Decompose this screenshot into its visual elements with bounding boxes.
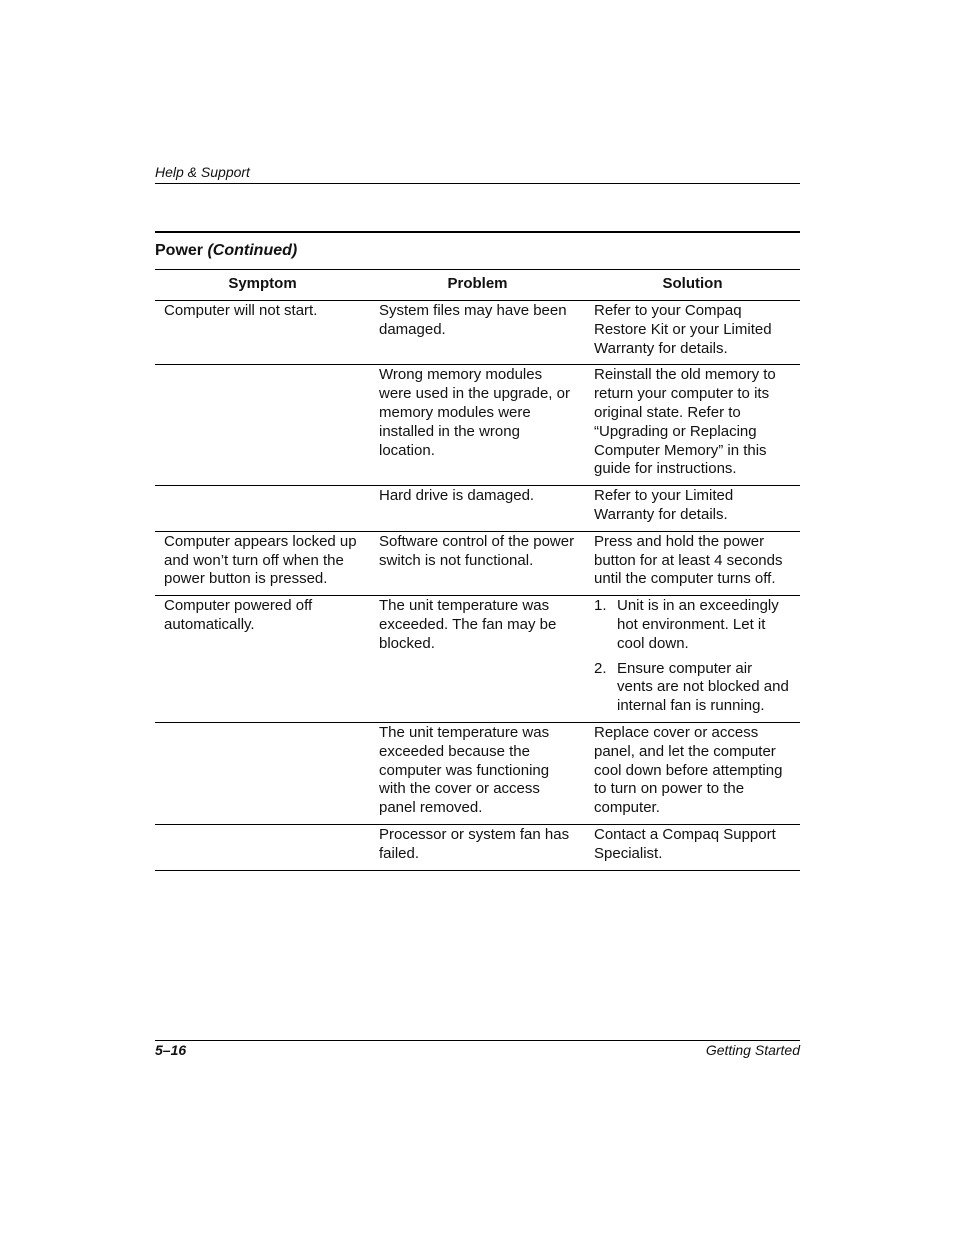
table-title [155,233,800,261]
step-number: 2. [594,659,607,677]
problem-cell: Software control of the power switch is not functional. [370,531,585,595]
table-title-main: Power [155,242,204,259]
step-text: Unit is in an exceedingly hot environment. Let it cool down. [617,597,779,652]
problem-cell: Wrong memory modules were used in the upgrade, or memory modules were installed in the wrong location. [370,365,585,486]
solution-cell: Press and hold the power button for at least 4 seconds until the computer turns off. [585,531,800,595]
problem-cell: The unit temperature was exceeded because the computer was functioning with the cover or access panel removed. [370,722,585,824]
table-title-continued: (Continued) [207,242,298,259]
column-header-problem: Problem [370,270,585,301]
symptom-cell [155,824,370,870]
troubleshooting-table-section [155,231,800,871]
solution-cell [585,596,800,723]
symptom-cell: Computer will not start. [155,301,370,365]
solution-step [594,597,790,653]
step-text: Ensure computer air vents are not blocked and internal fan is running. [617,659,789,715]
table-row [155,365,800,486]
solution-cell: Contact a Compaq Support Specialist. [585,824,800,870]
problem-cell: Processor or system fan has failed. [370,824,585,870]
table-row [155,596,800,723]
solution-cell: Replace cover or access panel, and let the computer cool down before attempting to turn on power to the computer. [585,722,800,824]
solution-cell: Reinstall the old memory to return your computer to its original state. Refer to “Upgrading or Replacing Computer Memory” in this guide for instructions. [585,365,800,486]
document-title: Getting Started [705,1042,800,1058]
problem-cell: The unit temperature was exceeded. The fan may be blocked. [370,596,585,723]
page-number: 5–16 [155,1042,187,1058]
symptom-cell [155,365,370,486]
column-header-solution: Solution [585,270,800,301]
symptom-cell [155,486,370,532]
problem-cell: System files may have been damaged. [370,301,585,365]
symptom-cell: Computer appears locked up and won’t turn off when the power button is pressed. [155,531,370,595]
solution-cell: Refer to your Compaq Restore Kit or your Limited Warranty for details. [585,301,800,365]
troubleshooting-table [155,270,800,871]
table-header-row [155,270,800,301]
running-head: Help & Support [155,164,250,180]
step-number: 1. [594,597,607,615]
table-row [155,722,800,824]
footer-rule [155,1040,800,1041]
symptom-cell: Computer powered off automatically. [155,596,370,723]
table-row [155,301,800,365]
column-header-symptom: Symptom [155,270,370,301]
solution-steps-list [594,597,790,716]
header-rule [155,183,800,184]
solution-cell: Refer to your Limited Warranty for details. [585,486,800,532]
table-row [155,531,800,595]
symptom-cell [155,722,370,824]
problem-cell: Hard drive is damaged. [370,486,585,532]
table-row [155,824,800,870]
table-row [155,486,800,532]
solution-step [594,660,790,716]
